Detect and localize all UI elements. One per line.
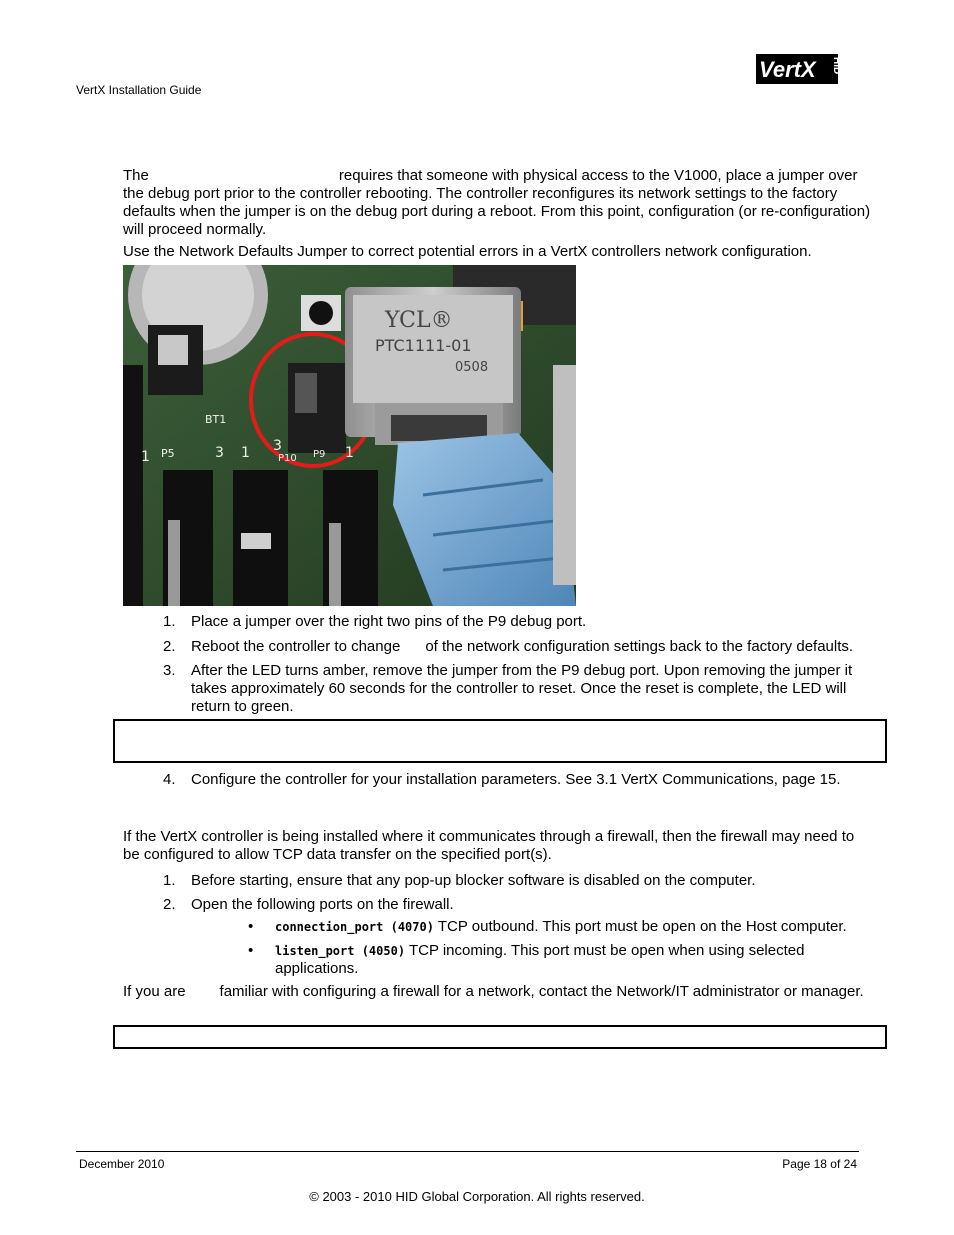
port-list-item: • connection_port (4070) TCP outbound. This port must be open on the Host computer. <box>248 918 847 935</box>
footer-copyright: © 2003 - 2010 HID Global Corporation. All rights reserved. <box>309 1189 645 1204</box>
note-box <box>113 1025 887 1049</box>
chip-brand-label: YCL® <box>385 308 453 333</box>
p10-label: P10 <box>278 453 297 464</box>
port-code: connection_port (4070) <box>275 920 434 934</box>
footer-divider <box>76 1151 859 1152</box>
chip-model-label: PTC1111-01 <box>375 336 472 355</box>
list-item: 1. Place a jumper over the right two pins of the P9 debug port. <box>163 613 587 630</box>
document-title: VertX Installation Guide <box>76 83 202 97</box>
firewall-intro-paragraph: If the VertX controller is being installed where it communicates through a firewall, then the firewall may need to be configured to allow TCP data transfer on the specified port(s). <box>123 828 855 863</box>
intro-paragraph: The requires that someone with physical access to the V1000, place a jumper over the debug port prior to the controller rebooting. The controller reconfigures its network settings to the factory defaults when the jumper is on the debug port during a reboot. From this point, configuration (or re-configuration) will proceed normally. <box>123 167 871 238</box>
list-item: 1. Before starting, ensure that any pop-up blocker software is disabled on the computer. <box>163 872 756 889</box>
bullet-icon: • <box>248 942 254 959</box>
p5-label: P5 <box>161 447 175 460</box>
pin1-label-b: 1 <box>241 445 250 461</box>
port-code: listen_port (4050) <box>275 944 406 958</box>
pin1-label-a: 1 <box>141 449 150 465</box>
list-item: 2. Open the following ports on the firewall. <box>163 896 454 913</box>
p9-label: P9 <box>313 449 326 460</box>
pin3-label-b: 3 <box>273 438 282 454</box>
chip-code-label: 0508 <box>455 360 489 375</box>
footer-page-number: Page 18 of 24 <box>782 1157 857 1171</box>
firewall-closing-paragraph: If you are familiar with configuring a firewall for a network, contact the Network/IT administrator or manager. <box>123 983 864 1000</box>
list-item: 2. Reboot the controller to change of the network configuration settings back to the factory defaults. <box>163 638 854 655</box>
logo-badge: HID <box>831 57 842 75</box>
bt1-label: BT1 <box>205 413 227 426</box>
bullet-icon: • <box>248 918 254 935</box>
network-defaults-jumper-photo <box>123 265 576 606</box>
list-item: 4. Configure the controller for your installation parameters. See 3.1 VertX Communications, page 15. <box>163 771 841 788</box>
footer-date: December 2010 <box>79 1157 165 1171</box>
pin1-label-c: 1 <box>345 445 354 461</box>
note-box <box>113 719 887 763</box>
logo-wordmark: VertX <box>759 57 816 82</box>
vertx-hid-logo <box>754 50 842 88</box>
pin3-label-a: 3 <box>215 445 224 461</box>
intro-usage-paragraph: Use the Network Defaults Jumper to correct potential errors in a VertX controllers network configuration. <box>123 243 812 260</box>
port-list-item: • listen_port (4050) TCP incoming. This port must be open when using selected applications. <box>248 942 805 977</box>
list-item: 3. After the LED turns amber, remove the jumper from the P9 debug port. Upon removing the jumper it takes approximately 60 seconds for the controller to reset. Once the reset is complete, the LED will return to green. <box>163 662 853 715</box>
